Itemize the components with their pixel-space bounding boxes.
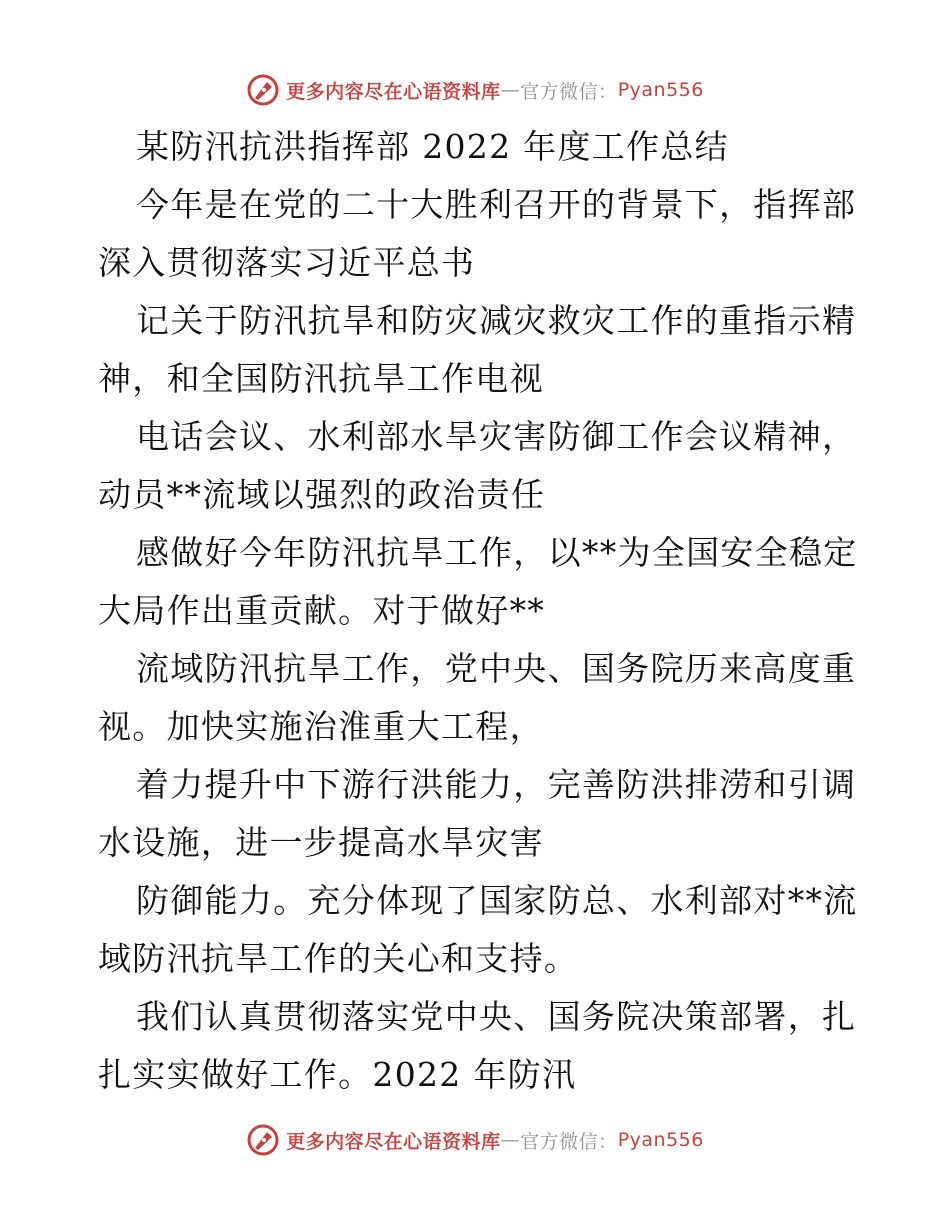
text-line: 视。加快实施治淮重大工程， <box>98 707 544 746</box>
text-line: 大局作出重贡献。对于做好** <box>98 591 546 630</box>
banner-suffix: 官方微信： <box>520 1130 618 1153</box>
text-line: 今年是在党的二十大胜利召开的背景下，指挥部 <box>136 185 857 224</box>
text-line: 防御能力。充分体现了国家防总、水利部对**流 <box>136 881 858 920</box>
text-line: 我们认真贯彻落实党中央、国务院决策部署，扎 <box>136 997 857 1036</box>
document-body <box>98 118 858 1104</box>
text-line: 感做好今年防汛抗旱工作，以**为全国安全稳定 <box>136 533 858 572</box>
banner-prefix: 更多内容尽在心语资料库 <box>286 80 501 103</box>
footer-banner <box>0 1120 950 1160</box>
text-line: 神，和全国防汛抗旱工作电视 <box>98 359 544 398</box>
pen-nib-logo-icon <box>246 1123 280 1157</box>
text-line: 动员**流域以强烈的政治责任 <box>98 475 546 514</box>
text-line: 水设施，进一步提高水旱灾害 <box>98 823 544 862</box>
header-banner <box>0 70 950 110</box>
text-line: 扎实实做好工作。2022 年防汛 <box>98 1055 577 1094</box>
banner-dash: — <box>500 79 521 101</box>
banner-prefix: 更多内容尽在心语资料库 <box>286 1130 501 1153</box>
banner-wechat-id: Pyan556 <box>617 1129 704 1151</box>
text-line: 记关于防汛抗旱和防灾减灾救灾工作的重指示精 <box>136 301 857 340</box>
text-line: 着力提升中下游行洪能力，完善防洪排涝和引调 <box>136 765 857 804</box>
document-title: 某防汛抗洪指挥部 2022 年度工作总结 <box>136 127 729 166</box>
text-line: 流域防汛抗旱工作，党中央、国务院历来高度重 <box>136 649 857 688</box>
banner-wechat-id: Pyan556 <box>617 79 704 101</box>
text-line: 域防汛抗旱工作的关心和支持。 <box>98 939 579 978</box>
banner-dash: — <box>500 1129 521 1151</box>
pen-nib-logo-icon <box>246 73 280 107</box>
banner-suffix: 官方微信： <box>520 80 618 103</box>
text-line: 深入贯彻落实习近平总书 <box>98 243 476 282</box>
text-line: 电话会议、水利部水旱灾害防御工作会议精神， <box>136 417 857 456</box>
